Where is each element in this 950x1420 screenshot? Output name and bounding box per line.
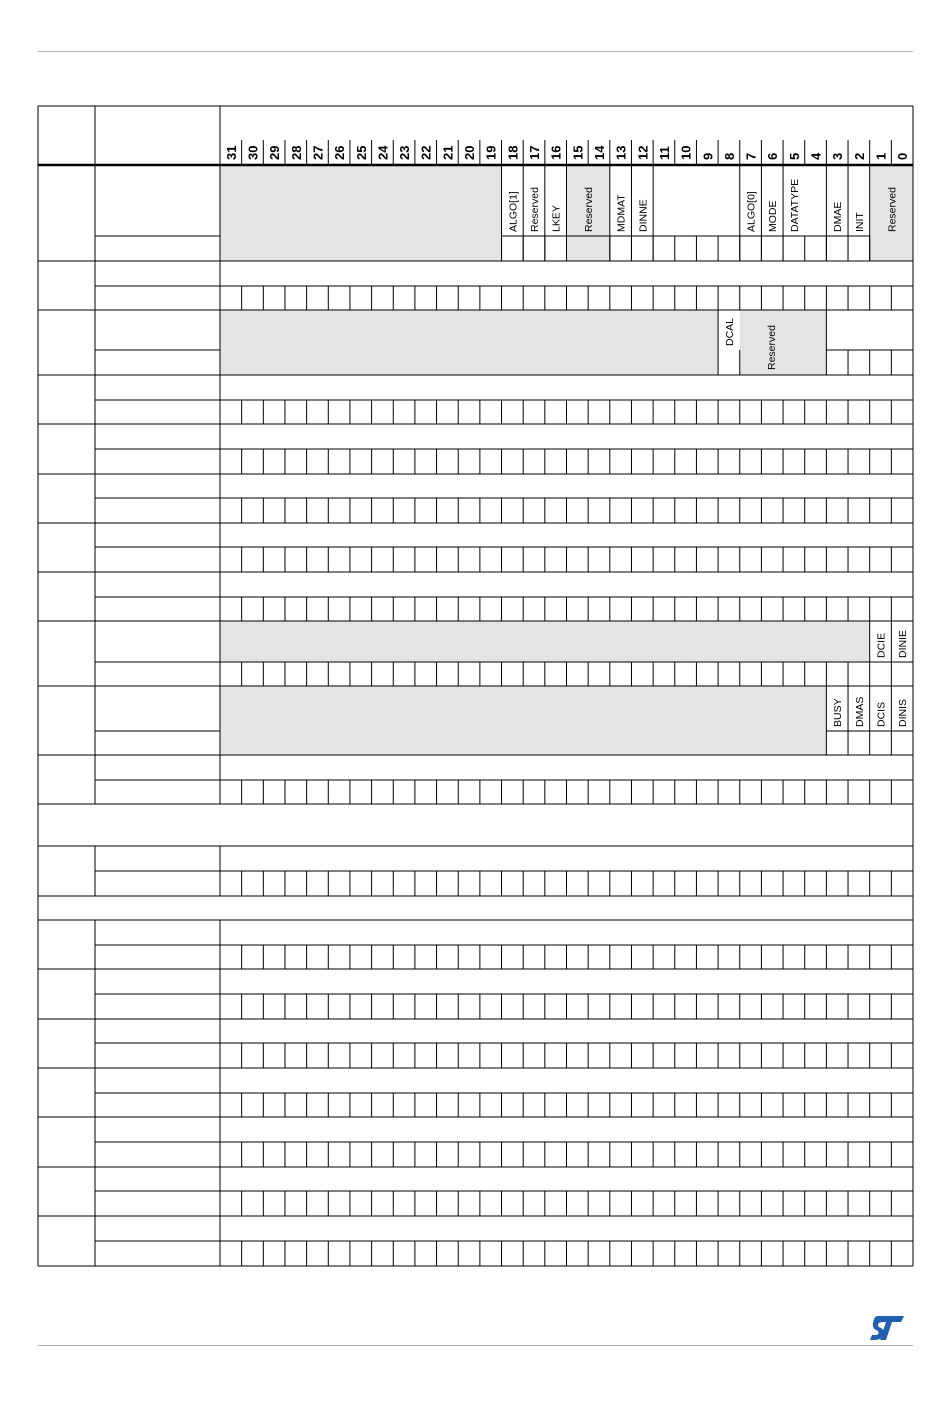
bit-number-17: 17 [527, 145, 543, 160]
bit-number-19: 19 [483, 145, 499, 160]
field-label-mode: MODE [767, 200, 780, 232]
field-label-init: INIT [853, 212, 866, 232]
field-label-lkey: LKEY [550, 205, 563, 232]
bit-number-25: 25 [353, 145, 369, 160]
bit-number-2: 2 [851, 152, 867, 160]
bit-number-31: 31 [223, 145, 239, 160]
field-label-dinis: DINIS [897, 698, 910, 727]
bit-number-16: 16 [548, 145, 564, 160]
bit-number-11: 11 [656, 146, 672, 160]
bit-number-30: 30 [245, 145, 261, 160]
field-label-busy: BUSY [832, 698, 845, 727]
field-label-reserved: Reserved [766, 325, 779, 370]
field-label-dmae: DMAE [832, 201, 845, 232]
bit-number-0: 0 [895, 152, 911, 160]
field-label-reserved: Reserved [529, 187, 542, 232]
reserved-area [220, 686, 826, 755]
bit-number-10: 10 [678, 145, 694, 160]
bit-number-18: 18 [505, 145, 521, 160]
field-label-datatype: DATATYPE [788, 178, 801, 232]
bit-number-28: 28 [288, 145, 304, 160]
bit-number-26: 26 [332, 145, 348, 160]
bit-number-12: 12 [635, 145, 651, 160]
bit-number-29: 29 [267, 145, 283, 160]
bit-number-15: 15 [570, 145, 586, 160]
bit-number-21: 21 [440, 145, 456, 160]
bit-number-8: 8 [721, 152, 737, 160]
field-label-dcie: DCIE [875, 632, 888, 658]
field-label-reserved: Reserved [886, 187, 899, 232]
bit-number-13: 13 [613, 145, 629, 160]
field-label-reserved: Reserved [583, 187, 596, 232]
field-label-dmas: DMAS [853, 696, 866, 727]
bit-number-3: 3 [830, 152, 846, 160]
field-label-dinne: DINNE [637, 199, 650, 232]
bit-number-1: 1 [873, 152, 889, 160]
reserved-area [220, 165, 502, 261]
field-label-algo-0-: ALGO[0] [745, 191, 758, 232]
field-label-dinie: DINIE [897, 629, 910, 658]
bit-number-9: 9 [700, 152, 716, 160]
st-logo-icon [868, 1313, 908, 1343]
reserved-area [220, 621, 870, 662]
field-label-dcal: DCAL [723, 317, 736, 346]
field-label-algo-1-: ALGO[1] [507, 191, 520, 232]
bit-number-7: 7 [743, 152, 759, 160]
reserved-area [740, 310, 827, 375]
field-label-dcis: DCIS [875, 701, 888, 727]
bit-number-5: 5 [786, 152, 802, 160]
bit-number-20: 20 [462, 145, 478, 160]
bit-number-22: 22 [418, 145, 434, 160]
field-label-mdmat: MDMAT [615, 194, 628, 232]
bit-number-14: 14 [591, 145, 607, 160]
bit-number-24: 24 [375, 145, 391, 160]
bit-number-6: 6 [765, 152, 781, 160]
bit-number-27: 27 [310, 145, 326, 160]
bit-number-4: 4 [808, 152, 824, 160]
reserved-area [220, 310, 718, 375]
bit-number-23: 23 [397, 145, 413, 160]
